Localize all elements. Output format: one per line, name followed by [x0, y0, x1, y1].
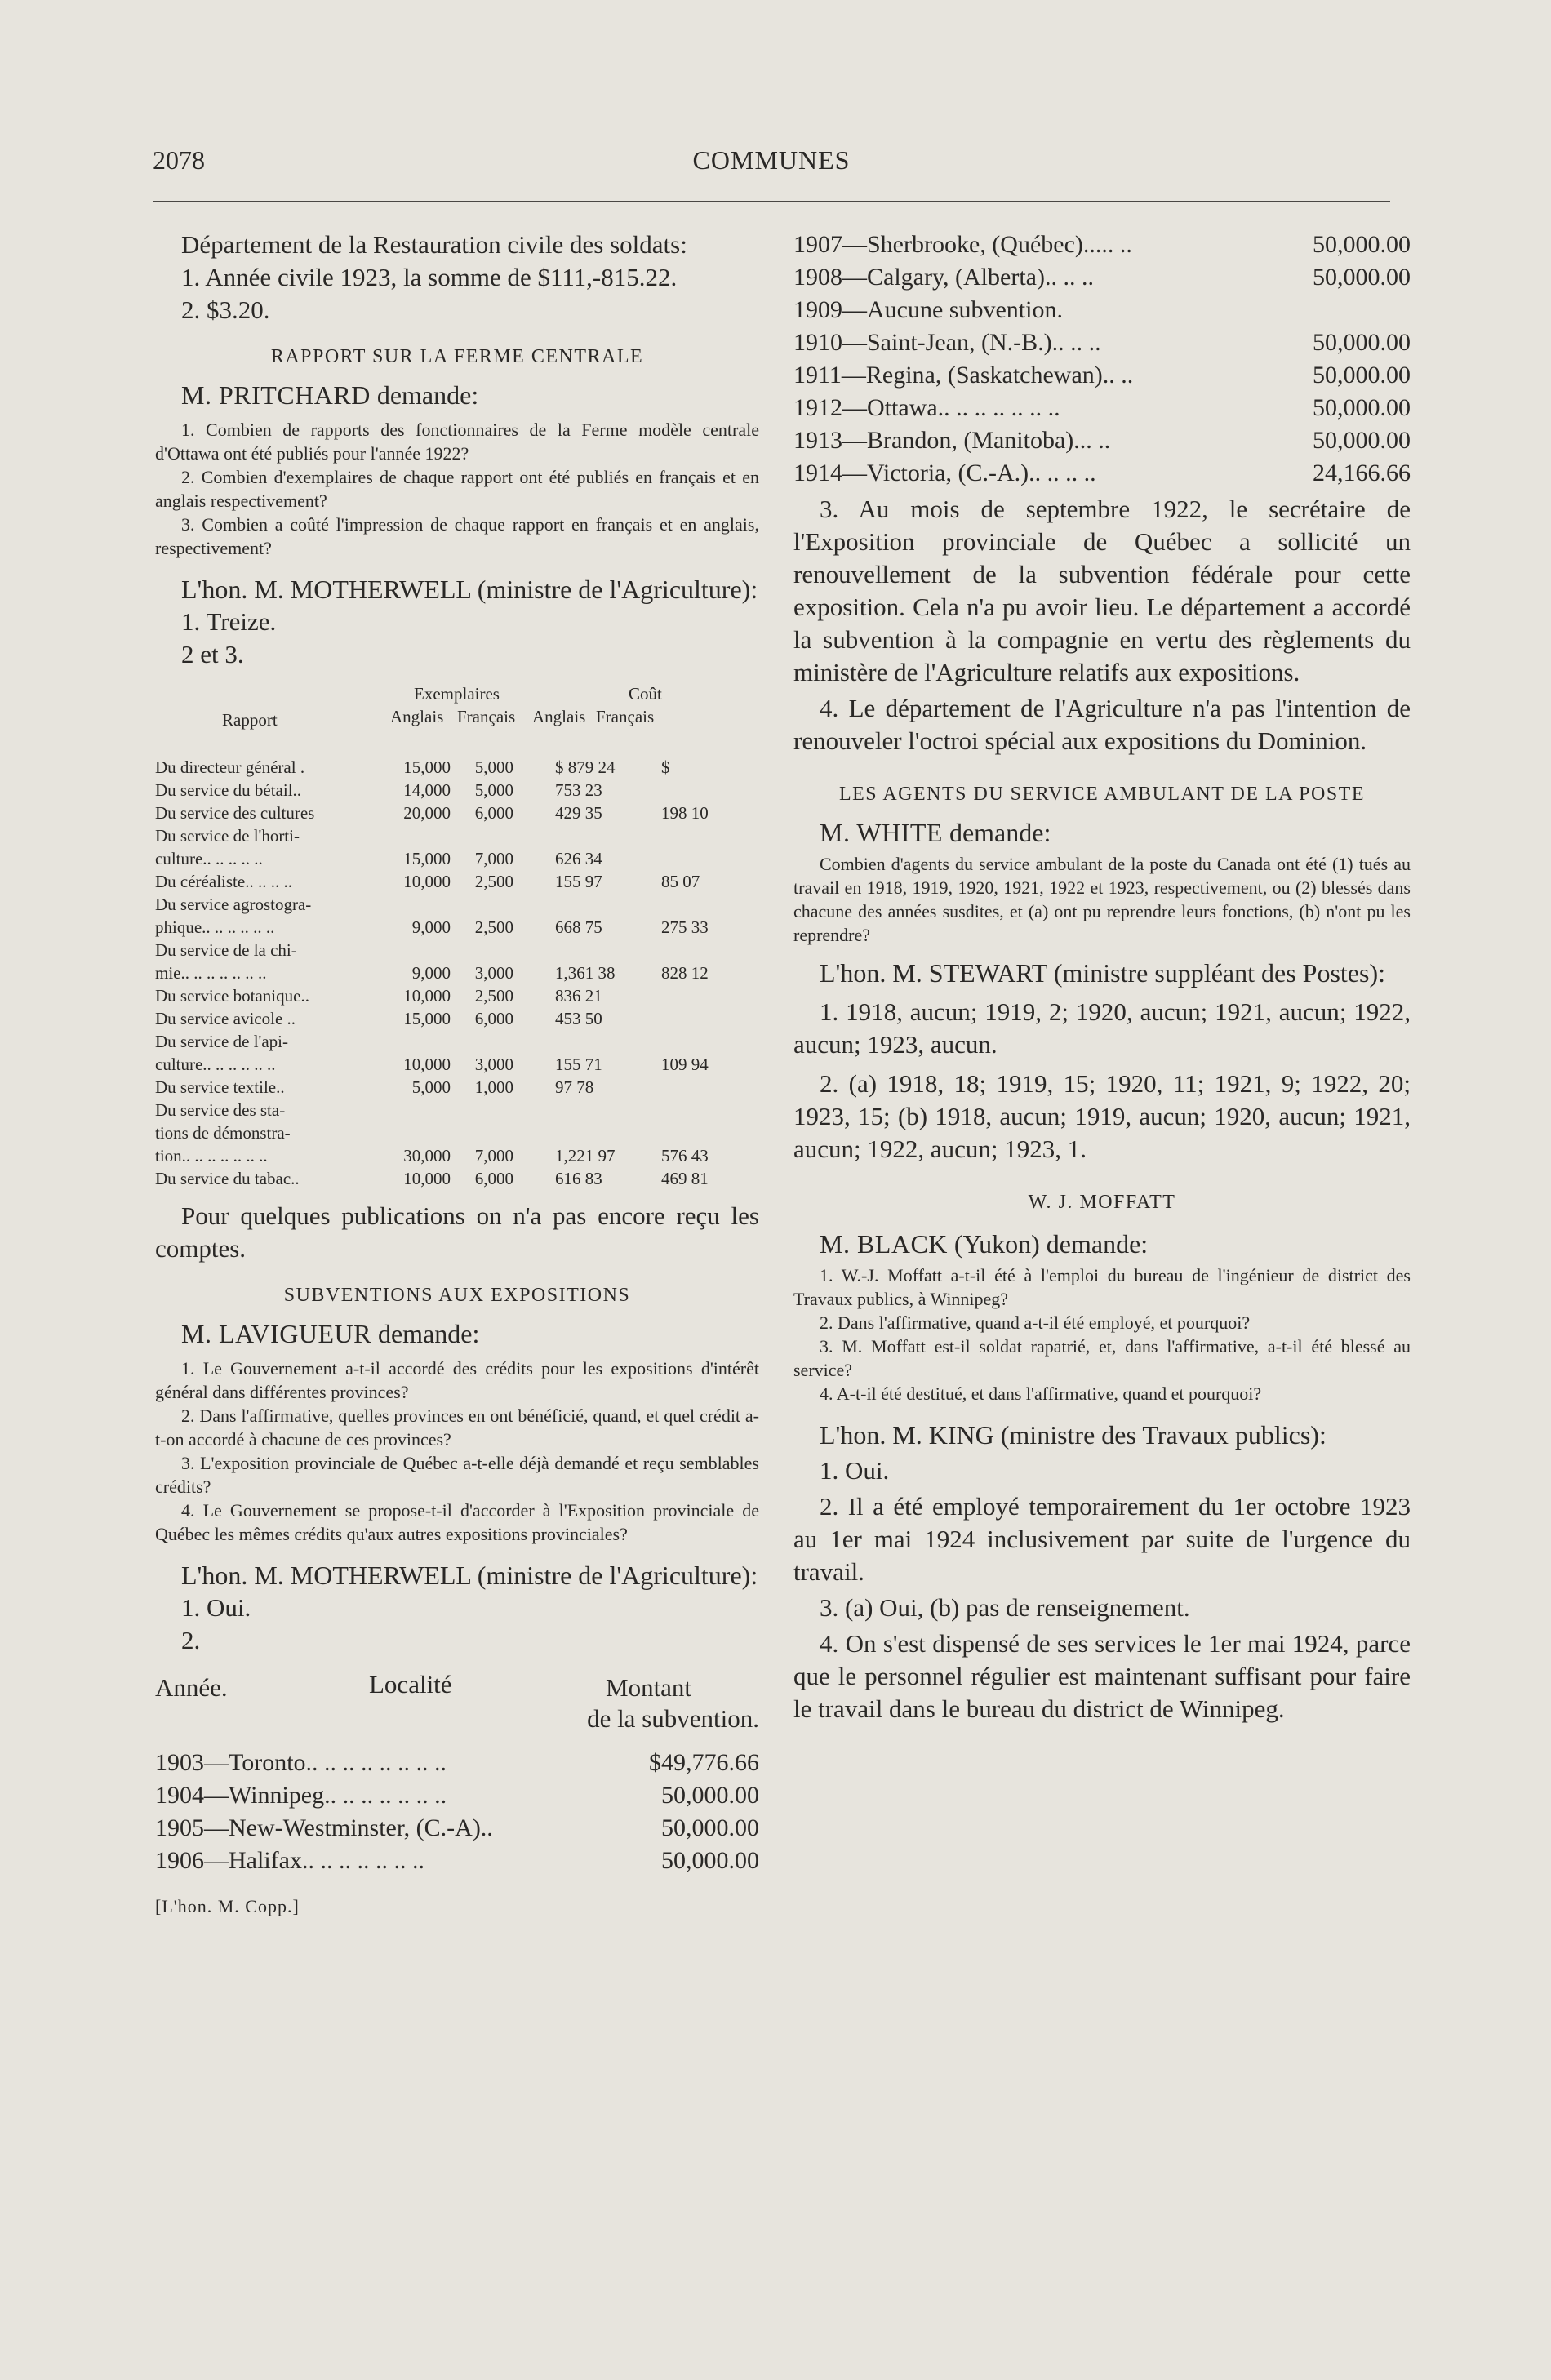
table-row: [155, 916, 759, 939]
page-footer: [L'hon. M. Copp.]: [155, 1896, 300, 1916]
report-table-body: [155, 756, 759, 1190]
table-row: [155, 801, 759, 824]
list-item: [793, 457, 1411, 490]
exemplaires-anglais: 5,000: [411, 1077, 451, 1097]
col-anglais-1: Anglais: [390, 707, 444, 726]
years-table-header: [155, 1670, 759, 1740]
table-row: [155, 893, 759, 916]
poste-answerer-post: (ministre suppléant des Postes):: [1053, 958, 1385, 988]
table-row: [155, 870, 759, 893]
cout-anglais: 668 75: [555, 917, 602, 937]
header-rule: [153, 201, 1390, 202]
table-row: [155, 984, 759, 1007]
year-locality: 1914—Victoria, (C.-A.).. .. .. ..: [793, 460, 1096, 486]
col-cout: Coût: [629, 684, 662, 704]
list-item: [793, 359, 1411, 392]
year-locality: 1907—Sherbrooke, (Québec)..... ..: [793, 231, 1132, 258]
ferme-note: Pour quelques publications on n'a pas encore reçu les comptes.: [155, 1201, 759, 1263]
poste-answerer-pre: L'hon. M.: [820, 958, 922, 988]
ferme-answerer-line: [155, 573, 759, 606]
poste-asker: M. WHITE: [820, 818, 943, 847]
year-locality: 1910—Saint-Jean, (N.-B.).. .. ..: [793, 329, 1101, 356]
cout-anglais: 155 97: [555, 872, 602, 891]
col-localite: Localité: [369, 1670, 452, 1698]
moffatt-question-4: 4. A-t-il été destitué, et dans l'affirmative, quand et pourquoi?: [820, 1383, 1262, 1404]
moffatt-answerer-post: (ministre des Travaux publics):: [1000, 1420, 1327, 1450]
subv-answer-3: 3. Au mois de septembre 1922, le secrétaire de l'Exposition provinciale de Québec a sollicité un renouvellement de la subvention fédérale pour cette exposition. Cela n'a pu avoir lieu. Le département a accordé la subvention à la compagnie en vertu des règlements du ministère de l'Agriculture relatifs aux expositions.: [793, 495, 1411, 686]
year-locality: 1912—Ottawa.. .. .. .. .. .. ..: [793, 394, 1060, 421]
exemplaires-anglais: 10,000: [403, 1169, 451, 1188]
ferme-asker-line: [155, 379, 759, 411]
cout-francais: 828 12: [661, 963, 709, 983]
poste-answer-1: 1. 1918, aucun; 1919, 2; 1920, aucun; 1921, aucun; 1922, aucun; 1923, aucun.: [793, 997, 1411, 1059]
table-row: [155, 1076, 759, 1099]
row-label: Du service des sta-: [155, 1100, 286, 1120]
cout-anglais: 453 50: [555, 1009, 602, 1028]
year-amount: 50,000.00: [661, 1814, 759, 1841]
cout-francais: 109 94: [661, 1055, 709, 1074]
year-amount: $49,776.66: [649, 1749, 759, 1776]
exemplaires-francais: 5,000: [474, 757, 513, 777]
years-list-right: [793, 229, 1411, 490]
row-label: mie.. .. .. .. .. .. ..: [155, 963, 267, 983]
cout-anglais: 1,221 97: [555, 1146, 616, 1166]
year-amount: 24,166.66: [1313, 460, 1411, 486]
col-rapport: Rapport: [222, 710, 278, 730]
cout-anglais: 616 83: [555, 1169, 602, 1188]
cout-anglais: 155 71: [555, 1055, 602, 1074]
moffatt-answer-4: 4. On s'est dispensé de ses services le 1er mai 1924, parce que le personnel régulier est maintenant suffisant pour faire le travail dans le bureau du district de Winnipeg.: [793, 1629, 1411, 1723]
exemplaires-francais: 2,500: [474, 917, 513, 937]
list-item: [793, 229, 1411, 261]
cout-anglais: 1,361 38: [555, 963, 616, 983]
poste-asker-line: [793, 816, 1411, 849]
list-item: [793, 261, 1411, 294]
year-locality: 1906—Halifax.. .. .. .. .. .. ..: [155, 1847, 424, 1874]
year-locality: 1904—Winnipeg.. .. .. .. .. .. ..: [155, 1782, 447, 1809]
year-amount: 50,000.00: [1313, 362, 1411, 389]
ferme-answerer-name: MOTHERWELL: [290, 575, 471, 604]
page-title: COMMUNES: [692, 145, 851, 175]
exemplaires-anglais: 10,000: [403, 986, 451, 1006]
exemplaires-anglais: 30,000: [403, 1146, 451, 1166]
ferme-heading: RAPPORT SUR LA FERME CENTRALE: [270, 346, 644, 367]
years-list-left: [155, 1747, 759, 1877]
col-exemplaires: Exemplaires: [414, 684, 500, 704]
exemplaires-francais: 5,000: [474, 780, 513, 800]
moffatt-question-1: 1. W.-J. Moffatt a-t-il été à l'emploi du bureau de l'ingénieur de district des Travaux publics, à Winnipeg?: [793, 1265, 1411, 1309]
year-amount: 50,000.00: [661, 1782, 759, 1809]
ferme-asker: M. PRITCHARD: [181, 380, 371, 410]
subv-answer-2: 2.: [181, 1626, 201, 1654]
cout-francais: 85 07: [661, 872, 700, 891]
subv-answer-4: 4. Le département de l'Agriculture n'a pas l'intention de renouveler l'octroi spécial aux expositions du Dominion.: [793, 694, 1411, 755]
subv-answer-1: 1. Oui.: [181, 1593, 251, 1622]
row-label: Du service textile..: [155, 1077, 285, 1097]
year-locality: 1905—New-Westminster, (C.-A)..: [155, 1814, 493, 1841]
year-amount: 50,000.00: [1313, 427, 1411, 454]
list-item: [155, 1812, 759, 1845]
dept-title: Département de la Restauration civile des soldats:: [181, 230, 687, 259]
row-label: Du service des cultures: [155, 803, 315, 823]
table-row: [155, 961, 759, 984]
list-item: [155, 1845, 759, 1877]
list-item: [793, 392, 1411, 424]
exemplaires-anglais: 9,000: [411, 917, 451, 937]
table-row: [155, 1030, 759, 1053]
subv-demande: demande:: [377, 1319, 480, 1348]
col-subvention: de la subvention.: [587, 1704, 759, 1733]
year-locality: 1909—Aucune subvention.: [793, 296, 1063, 323]
moffatt-asker: M. BLACK: [820, 1229, 948, 1259]
row-label: Du service botanique..: [155, 986, 309, 1006]
row-label: Du directeur général .: [155, 757, 305, 777]
col-annee: Année.: [155, 1673, 228, 1702]
exemplaires-francais: 3,000: [474, 1055, 513, 1074]
cout-anglais: 626 34: [555, 849, 602, 868]
list-item: [155, 1779, 759, 1812]
report-table-header: [155, 674, 759, 756]
year-amount: 50,000.00: [661, 1847, 759, 1874]
poste-answerer-line: [793, 957, 1411, 989]
exemplaires-anglais: 9,000: [411, 963, 451, 983]
exemplaires-francais: 6,000: [474, 1169, 513, 1188]
list-item: [793, 326, 1411, 359]
ferme-question-1: 1. Combien de rapports des fonctionnaires de la Ferme modèle centrale d'Ottawa ont été publiés pour l'année 1922?: [155, 420, 759, 464]
row-label: phique.. .. .. .. .. ..: [155, 917, 275, 937]
exemplaires-francais: 3,000: [474, 963, 513, 983]
left-column: [155, 229, 759, 1918]
report-table: [155, 674, 759, 1190]
exemplaires-francais: 6,000: [474, 803, 513, 823]
col-francais-1: Français: [457, 707, 516, 726]
exemplaires-francais: 6,000: [474, 1009, 513, 1028]
subv-heading: SUBVENTIONS AUX EXPOSITIONS: [283, 1285, 631, 1306]
ferme-answer-2: 2 et 3.: [181, 640, 244, 668]
table-row: [155, 1144, 759, 1167]
row-label: Du céréaliste.. .. .. ..: [155, 872, 292, 891]
row-label: Du service avicole ..: [155, 1009, 296, 1028]
page-number: 2078: [153, 145, 205, 175]
exemplaires-francais: 2,500: [474, 986, 513, 1006]
cout-anglais: 753 23: [555, 780, 602, 800]
list-item: [155, 1747, 759, 1779]
exemplaires-anglais: 10,000: [403, 1055, 451, 1074]
ferme-answerer-post: (ministre de l'Agriculture):: [477, 575, 758, 604]
cout-anglais: 97 78: [555, 1077, 594, 1097]
col-montant: Montant: [606, 1673, 692, 1702]
year-amount: 50,000.00: [1313, 394, 1411, 421]
table-row: [155, 1167, 759, 1190]
year-locality: 1903—Toronto.. .. .. .. .. .. .. ..: [155, 1749, 447, 1776]
moffatt-answer-3: 3. (a) Oui, (b) pas de renseignement.: [820, 1593, 1190, 1622]
cout-anglais: $ 879 24: [555, 757, 616, 777]
exemplaires-anglais: 10,000: [403, 872, 451, 891]
row-label: tion.. .. .. .. .. .. ..: [155, 1146, 268, 1166]
ferme-answer-1: 1. Treize.: [181, 607, 277, 636]
exemplaires-anglais: 20,000: [403, 803, 451, 823]
table-row: [155, 1099, 759, 1121]
moffatt-answerer-line: [793, 1419, 1411, 1451]
table-row: [155, 1121, 759, 1144]
exemplaires-anglais: 14,000: [403, 780, 451, 800]
list-item: [793, 424, 1411, 457]
table-row: [155, 756, 759, 779]
row-label: culture.. .. .. .. ..: [155, 849, 263, 868]
moffatt-answer-2: 2. Il a été employé temporairement du 1er octobre 1923 au 1er mai 1924 inclusivement par suite de l'urgence du travail.: [793, 1492, 1411, 1586]
table-row: [155, 1007, 759, 1030]
ferme-question-2: 2. Combien d'exemplaires de chaque rapport ont été publiés en français et en anglais respectivement?: [155, 467, 759, 511]
ferme-answerer-pre: L'hon. M.: [181, 575, 284, 604]
row-label: Du service du tabac..: [155, 1169, 300, 1188]
subv-answerer-name: MOTHERWELL: [290, 1561, 471, 1590]
cout-francais: 469 81: [661, 1169, 709, 1188]
moffatt-heading: W. J. MOFFATT: [1028, 1192, 1176, 1213]
subv-question-3: 3. L'exposition provinciale de Québec a-t-elle déjà demandé et reçu semblables crédits?: [155, 1453, 759, 1497]
subv-asker: M. LAVIGUEUR: [181, 1319, 371, 1348]
cout-francais: 275 33: [661, 917, 709, 937]
right-column: [793, 229, 1411, 1725]
ferme-demande: demande:: [376, 380, 479, 410]
cout-anglais: 836 21: [555, 986, 602, 1006]
page-header: [153, 145, 1390, 186]
col-francais-2: Français: [596, 707, 655, 726]
table-row: [155, 824, 759, 847]
year-amount: 50,000.00: [1313, 264, 1411, 291]
row-label: culture.. .. .. .. .. ..: [155, 1055, 276, 1074]
row-label: Du service du bétail..: [155, 780, 302, 800]
moffatt-question-3: 3. M. Moffatt est-il soldat rapatrié, et, dans l'affirmative, a-t-il été blessé au service?: [793, 1336, 1411, 1380]
subv-question-2: 2. Dans l'affirmative, quelles provinces en ont bénéficié, quand, et quel crédit a-t-on accordé à chacune de ces provinces?: [155, 1405, 759, 1450]
table-row: [155, 779, 759, 801]
table-row: [155, 847, 759, 870]
row-label: Du service de la chi-: [155, 940, 297, 960]
exemplaires-anglais: 15,000: [403, 1009, 451, 1028]
moffatt-answerer-name: KING: [928, 1420, 994, 1450]
exemplaires-francais: 2,500: [474, 872, 513, 891]
moffatt-question-2: 2. Dans l'affirmative, quand a-t-il été employé, et pourquoi?: [820, 1312, 1251, 1333]
year-amount: 50,000.00: [1313, 231, 1411, 258]
poste-answer-2: 2. (a) 1918, 18; 1919, 15; 1920, 11; 1921, 9; 1922, 20; 1923, 15; (b) 1918, aucun; 1919, aucun; 1920, aucun; 1921, aucun; 1922, aucun; 1923, 1.: [793, 1069, 1411, 1163]
cout-francais: 576 43: [661, 1146, 709, 1166]
year-locality: 1911—Regina, (Saskatchewan).. ..: [793, 362, 1134, 389]
exemplaires-anglais: 15,000: [403, 849, 451, 868]
ferme-question-3: 3. Combien a coûté l'impression de chaque rapport en français et en anglais, respectivement?: [155, 514, 759, 558]
dept-answer-2: 2. $3.20.: [181, 295, 270, 324]
cout-francais: $: [661, 757, 670, 777]
row-label: Du service de l'api-: [155, 1032, 288, 1051]
row-label: Du service agrostogra-: [155, 895, 312, 914]
moffatt-answer-1: 1. Oui.: [820, 1456, 890, 1485]
poste-demande: demande:: [949, 818, 1051, 847]
subv-answerer-post: (ministre de l'Agriculture):: [477, 1561, 758, 1590]
exemplaires-francais: 7,000: [474, 849, 513, 868]
year-amount: 50,000.00: [1313, 329, 1411, 356]
poste-heading: LES AGENTS DU SERVICE AMBULANT DE LA POSTE: [838, 784, 1365, 805]
exemplaires-anglais: 15,000: [403, 757, 451, 777]
year-locality: 1913—Brandon, (Manitoba)... ..: [793, 427, 1111, 454]
exemplaires-francais: 7,000: [474, 1146, 513, 1166]
row-label: tions de démonstra-: [155, 1123, 291, 1143]
subv-question-4: 4. Le Gouvernement se propose-t-il d'accorder à l'Exposition provinciale de Québec les mêmes crédits qu'aux autres expositions provinciales?: [155, 1500, 759, 1544]
subv-question-1: 1. Le Gouvernement a-t-il accordé des crédits pour les expositions d'intérêt général dans différentes provinces?: [155, 1358, 759, 1402]
table-row: [155, 939, 759, 961]
poste-question: Combien d'agents du service ambulant de la poste du Canada ont été (1) tués au travail en 1918, 1919, 1920, 1921, 1922 et 1923, respectivement, ou (2) blessés dans chacune des années susdites, et (a) ont pu reprendre leurs fonctions, (b) n'ont pu les reprendre?: [793, 854, 1411, 945]
subv-asker-line: [155, 1317, 759, 1350]
moffatt-asker-line: [793, 1228, 1411, 1260]
dept-answer-1: 1. Année civile 1923, la somme de $111,-815.22.: [181, 263, 678, 291]
list-item: [793, 294, 1411, 326]
moffatt-answerer-pre: L'hon. M.: [820, 1420, 922, 1450]
subv-answerer-line: [155, 1559, 759, 1592]
table-row: [155, 1053, 759, 1076]
subv-answerer-pre: L'hon. M.: [181, 1561, 284, 1590]
poste-answerer-name: STEWART: [928, 958, 1047, 988]
year-locality: 1908—Calgary, (Alberta).. .. ..: [793, 264, 1094, 291]
row-label: Du service de l'horti-: [155, 826, 300, 846]
exemplaires-francais: 1,000: [474, 1077, 513, 1097]
moffatt-asker-post: (Yukon) demande:: [953, 1229, 1149, 1259]
cout-francais: 198 10: [661, 803, 709, 823]
col-anglais-2: Anglais: [532, 707, 586, 726]
cout-anglais: 429 35: [555, 803, 602, 823]
